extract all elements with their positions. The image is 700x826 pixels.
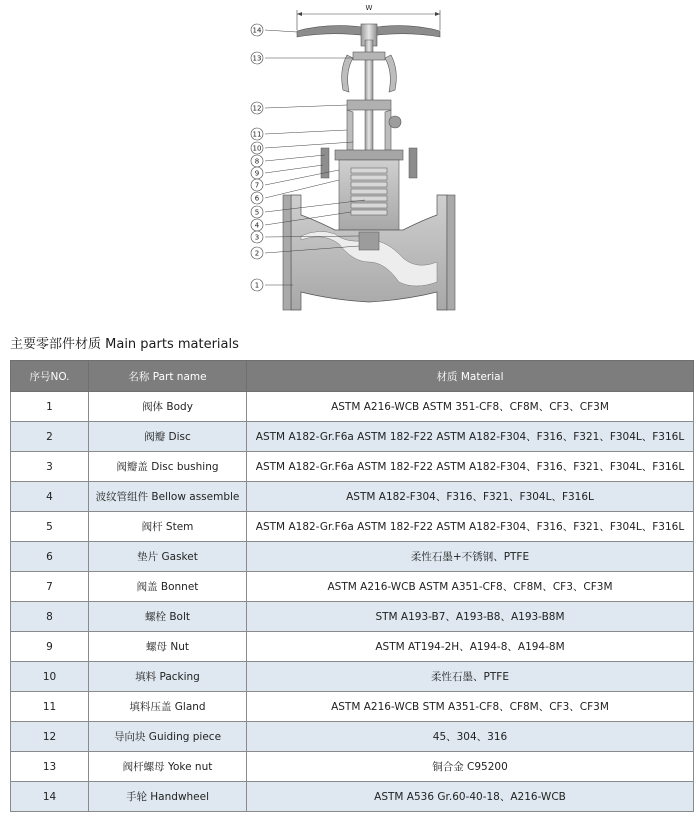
materials-table <box>10 360 694 812</box>
cell-material: ASTM A182-Gr.F6a ASTM 182-F22 ASTM A182-F304、F316、F321、F304L、F316L <box>247 422 694 452</box>
table-row <box>11 392 694 422</box>
bonnet-part <box>321 148 417 230</box>
svg-text:11: 11 <box>252 130 262 139</box>
cell-part-name: 阀杆螺母 Yoke nut <box>89 752 247 782</box>
cell-material: ASTM A182-F304、F316、F321、F304L、F316L <box>247 482 694 512</box>
svg-text:5: 5 <box>254 208 260 217</box>
svg-text:12: 12 <box>252 104 262 113</box>
cell-no: 14 <box>11 782 89 812</box>
cell-part-name: 阀体 Body <box>89 392 247 422</box>
table-row <box>11 572 694 602</box>
width-label: W <box>365 4 373 12</box>
svg-text:3: 3 <box>254 233 260 242</box>
cell-material: 柔性石墨、PTFE <box>247 662 694 692</box>
callout-12 <box>251 102 347 114</box>
valve-cross-section-drawing <box>235 0 465 320</box>
cell-no: 4 <box>11 482 89 512</box>
table-row <box>11 602 694 632</box>
table-row <box>11 662 694 692</box>
cell-no: 7 <box>11 572 89 602</box>
cell-part-name: 螺母 Nut <box>89 632 247 662</box>
cell-no: 6 <box>11 542 89 572</box>
cell-material: STM A193-B7、A193-B8、A193-B8M <box>247 602 694 632</box>
cell-no: 2 <box>11 422 89 452</box>
table-row <box>11 422 694 452</box>
callout-9 <box>251 165 323 179</box>
svg-text:13: 13 <box>252 54 262 63</box>
table-row <box>11 692 694 722</box>
cell-no: 10 <box>11 662 89 692</box>
svg-text:4: 4 <box>254 221 260 230</box>
cell-part-name: 螺栓 Bolt <box>89 602 247 632</box>
table-row <box>11 722 694 752</box>
cell-no: 1 <box>11 392 89 422</box>
svg-text:10: 10 <box>252 144 262 153</box>
cell-material: 柔性石墨+不锈钢、PTFE <box>247 542 694 572</box>
header-material: 材质 Material <box>247 361 694 392</box>
cell-part-name: 手轮 Handwheel <box>89 782 247 812</box>
cell-part-name: 阀瓣 Disc <box>89 422 247 452</box>
table-row <box>11 782 694 812</box>
cell-part-name: 导向块 Guiding piece <box>89 722 247 752</box>
cell-material: ASTM A182-Gr.F6a ASTM 182-F22 ASTM A182-F304、F316、F321、F304L、F316L <box>247 512 694 542</box>
svg-text:14: 14 <box>252 26 262 35</box>
svg-text:8: 8 <box>254 157 260 166</box>
svg-text:1: 1 <box>254 281 260 290</box>
svg-text:7: 7 <box>254 181 260 190</box>
table-row <box>11 512 694 542</box>
callout-13 <box>251 52 353 64</box>
table-row <box>11 452 694 482</box>
table-row <box>11 632 694 662</box>
cell-material: ASTM A536 Gr.60-40-18、A216-WCB <box>247 782 694 812</box>
cell-material: ASTM A182-Gr.F6a ASTM 182-F22 ASTM A182-F304、F316、F321、F304L、F316L <box>247 452 694 482</box>
cell-part-name: 阀杆 Stem <box>89 512 247 542</box>
cell-part-name: 波纹管组件 Bellow assemble <box>89 482 247 512</box>
table-header-row <box>11 361 694 392</box>
section-title: 主要零部件材质 Main parts materials <box>10 337 239 352</box>
cell-no: 8 <box>11 602 89 632</box>
header-no: 序号NO. <box>11 361 89 392</box>
header-part-name: 名称 Part name <box>89 361 247 392</box>
cell-material: ASTM AT194-2H、A194-8、A194-8M <box>247 632 694 662</box>
cell-no: 5 <box>11 512 89 542</box>
callout-14 <box>251 24 297 36</box>
svg-text:2: 2 <box>254 249 260 258</box>
valve-drawing-svg <box>235 0 465 320</box>
cell-no: 9 <box>11 632 89 662</box>
cell-material: 铜合金 C95200 <box>247 752 694 782</box>
table-row <box>11 482 694 512</box>
cell-material: ASTM A216-WCB STM A351-CF8、CF8M、CF3、CF3M <box>247 692 694 722</box>
table-row <box>11 542 694 572</box>
cell-no: 3 <box>11 452 89 482</box>
cell-material: ASTM A216-WCB ASTM A351-CF8、CF8M、CF3、CF3M <box>247 572 694 602</box>
callout-8 <box>251 155 325 167</box>
cell-no: 13 <box>11 752 89 782</box>
cell-material: 45、304、316 <box>247 722 694 752</box>
svg-text:9: 9 <box>254 169 260 178</box>
cell-no: 12 <box>11 722 89 752</box>
cell-material: ASTM A216-WCB ASTM 351-CF8、CF8M、CF3、CF3M <box>247 392 694 422</box>
cell-part-name: 垫片 Gasket <box>89 542 247 572</box>
cell-no: 11 <box>11 692 89 722</box>
cell-part-name: 填料压盖 Gland <box>89 692 247 722</box>
cell-part-name: 阀盖 Bonnet <box>89 572 247 602</box>
svg-text:6: 6 <box>254 194 260 203</box>
callout-11 <box>251 128 347 140</box>
cell-part-name: 填料 Packing <box>89 662 247 692</box>
table-row <box>11 752 694 782</box>
cell-part-name: 阀瓣盖 Disc bushing <box>89 452 247 482</box>
